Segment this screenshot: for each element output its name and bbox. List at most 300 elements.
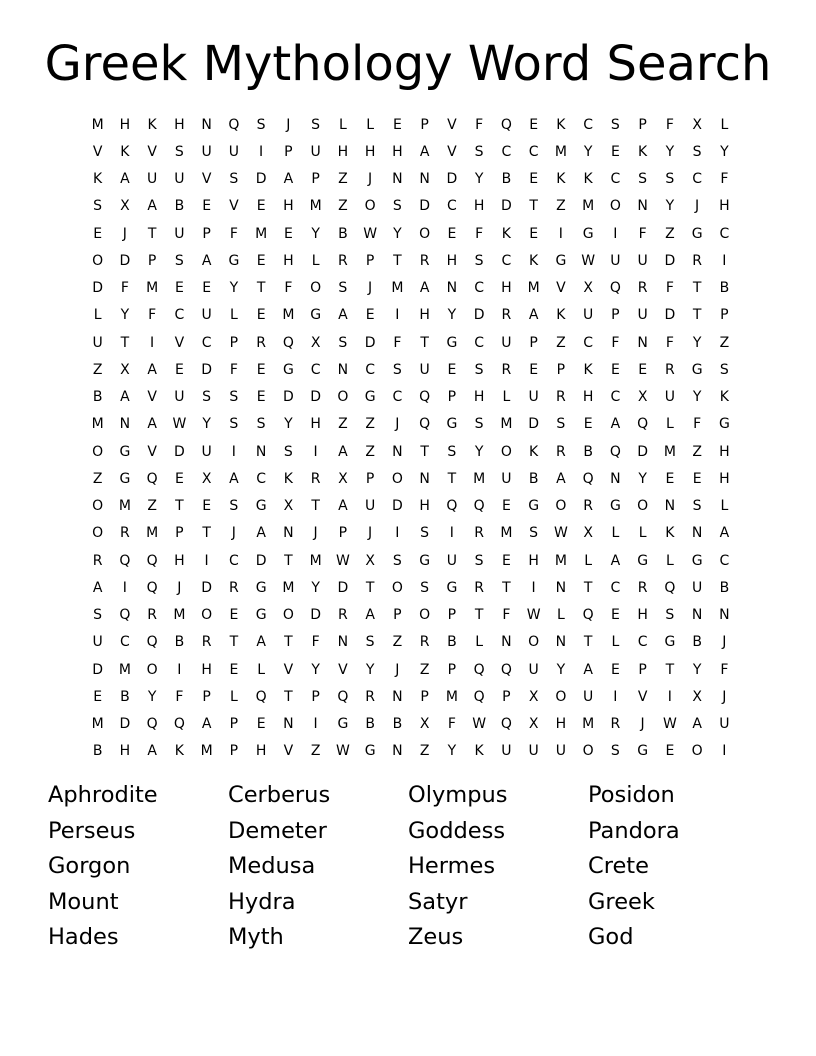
grid-letter: I: [531, 579, 536, 596]
grid-letter: I: [722, 743, 727, 760]
grid-letter: M: [554, 143, 567, 160]
grid-letter: M: [554, 552, 567, 569]
grid-letter: N: [664, 498, 676, 515]
grid-letter: Q: [146, 634, 158, 651]
grid-letter: V: [174, 334, 185, 351]
grid-letter: C: [637, 634, 648, 651]
grid-letter: P: [638, 116, 647, 133]
grid-letter: G: [255, 579, 267, 596]
grid-letter: Y: [474, 443, 484, 460]
grid-letter: M: [91, 416, 104, 433]
grid-letter: L: [366, 116, 375, 133]
grid-letter: L: [611, 525, 620, 542]
grid-letter: A: [365, 607, 375, 624]
grid-letter: U: [583, 688, 594, 705]
grid-letter: D: [364, 334, 376, 351]
grid-letter: V: [147, 443, 157, 460]
grid-letter: G: [282, 361, 294, 378]
grid-letter: R: [92, 552, 103, 569]
grid-letter: E: [638, 361, 648, 378]
grid-letter: H: [637, 607, 648, 624]
grid-letter: U: [419, 361, 430, 378]
grid-letter: D: [310, 389, 322, 406]
grid-letter: U: [528, 743, 539, 760]
grid-letter: D: [473, 307, 485, 324]
grid-letter: T: [665, 661, 675, 678]
grid-letter: N: [446, 280, 458, 297]
grid-letter: Y: [229, 280, 239, 297]
grid-letter: T: [284, 552, 293, 569]
grid-letter: O: [637, 498, 649, 515]
grid-letter: V: [556, 280, 566, 297]
grid-letter: M: [146, 525, 159, 542]
grid-letter: T: [393, 252, 402, 269]
grid-letter: W: [581, 252, 596, 269]
grid-letter: U: [719, 716, 730, 733]
grid-letter: O: [92, 525, 104, 542]
grid-letter: N: [501, 634, 512, 651]
grid-letter: X: [120, 361, 130, 378]
grid-letter: U: [501, 743, 512, 760]
grid-letter: L: [638, 525, 647, 542]
grid-letter: P: [284, 143, 293, 160]
grid-letter: W: [526, 607, 541, 624]
grid-letter: D: [255, 552, 267, 569]
grid-letter: P: [229, 743, 239, 760]
grid-letter: R: [256, 334, 266, 351]
grid-letter: S: [311, 116, 321, 133]
grid-letter: X: [528, 716, 539, 733]
grid-letter: P: [529, 334, 538, 351]
grid-letter: Y: [556, 661, 566, 678]
grid-letter: Q: [146, 579, 158, 596]
grid-letter: W: [363, 225, 378, 242]
grid-letter: M: [91, 716, 104, 733]
grid-letter: G: [337, 716, 349, 733]
grid-letter: Y: [393, 225, 402, 242]
word-list-item: Satyr: [408, 888, 468, 915]
grid-letter: Q: [473, 661, 485, 678]
grid-letter: Z: [392, 634, 403, 651]
grid-letter: B: [120, 688, 130, 705]
word-list-item: Greek: [588, 888, 655, 915]
grid-letter: B: [338, 225, 348, 242]
grid-letter: W: [553, 525, 568, 542]
grid-letter: D: [282, 389, 294, 406]
grid-letter: S: [692, 143, 702, 160]
grid-letter: E: [229, 661, 239, 678]
grid-letter: T: [202, 525, 211, 542]
grid-letter: Y: [474, 171, 484, 188]
grid-letter: I: [667, 688, 672, 705]
grid-letter: A: [528, 307, 539, 324]
grid-letter: M: [118, 498, 131, 515]
grid-letter: C: [610, 579, 621, 596]
word-list: [48, 778, 768, 956]
grid-letter: G: [637, 743, 649, 760]
grid-letter: U: [310, 143, 321, 160]
grid-letter: P: [447, 389, 457, 406]
grid-letter: D: [255, 171, 267, 188]
grid-letter: H: [310, 416, 321, 433]
grid-letter: U: [528, 661, 539, 678]
grid-letter: E: [174, 470, 184, 487]
grid-letter: Q: [637, 416, 649, 433]
grid-letter: B: [174, 198, 185, 215]
grid-letter: S: [338, 334, 348, 351]
grid-letter: E: [529, 171, 539, 188]
grid-letter: M: [146, 280, 159, 297]
grid-letter: C: [583, 334, 594, 351]
grid-letter: C: [501, 252, 512, 269]
grid-letter: E: [174, 280, 184, 297]
grid-letter: M: [255, 225, 268, 242]
word-list-item: Medusa: [228, 853, 316, 880]
grid-letter: T: [175, 498, 184, 515]
grid-letter: S: [365, 634, 375, 651]
grid-letter: F: [475, 116, 484, 133]
grid-letter: H: [392, 143, 403, 160]
grid-letter: G: [228, 252, 240, 269]
grid-letter: C: [610, 389, 621, 406]
grid-letter: E: [610, 361, 620, 378]
grid-letter: T: [502, 579, 511, 596]
grid-letter: I: [558, 225, 563, 242]
grid-letter: I: [177, 661, 182, 678]
grid-letter: F: [638, 225, 647, 242]
grid-letter: Q: [419, 416, 431, 433]
grid-letter: E: [610, 143, 620, 160]
grid-letter: M: [582, 716, 595, 733]
grid-letter: Y: [311, 579, 320, 596]
grid-letter: M: [173, 607, 186, 624]
grid-letter: O: [391, 470, 403, 487]
grid-letter: U: [528, 389, 539, 406]
grid-letter: P: [229, 716, 239, 733]
grid-letter: E: [665, 743, 675, 760]
grid-letter: Z: [338, 171, 348, 188]
grid-letter: B: [92, 389, 103, 406]
grid-letter: P: [338, 525, 348, 542]
grid-letter: R: [637, 280, 648, 297]
grid-letter: E: [447, 361, 457, 378]
grid-letter: A: [201, 252, 212, 269]
grid-letter: D: [310, 607, 322, 624]
grid-letter: J: [395, 661, 400, 678]
grid-letter: P: [311, 688, 320, 705]
grid-letter: M: [473, 470, 486, 487]
grid-letter: M: [282, 579, 295, 596]
grid-letter: G: [255, 498, 267, 515]
grid-letter: L: [475, 634, 484, 651]
grid-letter: G: [119, 470, 131, 487]
grid-letter: N: [691, 525, 703, 542]
grid-letter: H: [419, 498, 430, 515]
grid-letter: T: [229, 634, 239, 651]
grid-letter: K: [719, 389, 729, 406]
grid-letter: F: [665, 280, 674, 297]
grid-letter: A: [92, 579, 103, 596]
grid-letter: V: [283, 743, 294, 760]
grid-letter: Q: [419, 389, 431, 406]
grid-letter: Q: [119, 552, 131, 569]
grid-letter: H: [582, 389, 594, 406]
grid-letter: V: [338, 661, 348, 678]
grid-letter: U: [201, 307, 212, 324]
grid-letter: Y: [665, 198, 675, 215]
grid-letter: E: [529, 116, 539, 133]
grid-letter: P: [556, 361, 566, 378]
grid-letter: W: [662, 716, 677, 733]
grid-letter: Q: [500, 716, 512, 733]
word-list-item: Posidon: [588, 782, 675, 808]
grid-letter: B: [501, 171, 512, 188]
grid-letter: J: [368, 280, 373, 297]
grid-letter: P: [447, 607, 457, 624]
grid-letter: I: [313, 716, 318, 733]
grid-letter: V: [283, 661, 294, 678]
grid-letter: P: [365, 470, 375, 487]
grid-letter: U: [147, 171, 158, 188]
grid-letter: C: [474, 280, 485, 297]
grid-letter: F: [175, 688, 184, 705]
grid-letter: Y: [720, 143, 729, 160]
grid-letter: Z: [92, 470, 103, 487]
grid-letter: I: [204, 552, 209, 569]
grid-letter: P: [229, 334, 239, 351]
grid-letter: F: [720, 661, 729, 678]
grid-letter: J: [313, 525, 318, 542]
grid-letter: I: [613, 688, 618, 705]
grid-letter: L: [311, 252, 320, 269]
grid-letter: E: [256, 389, 266, 406]
grid-letter: Z: [692, 443, 702, 460]
grid-letter: S: [256, 416, 266, 433]
grid-letter: A: [583, 661, 593, 678]
grid-letter: Y: [692, 334, 702, 351]
grid-letter: K: [93, 171, 103, 188]
grid-letter: C: [528, 143, 539, 160]
grid-letter: S: [202, 389, 212, 406]
grid-letter: N: [392, 743, 403, 760]
grid-letter: C: [201, 334, 212, 351]
grid-letter: R: [501, 307, 512, 324]
grid-letter: R: [147, 607, 157, 624]
grid-letter: A: [256, 634, 266, 651]
grid-letter: H: [364, 143, 376, 160]
grid-letter: O: [582, 743, 594, 760]
grid-letter: G: [419, 552, 431, 569]
grid-letter: Z: [556, 334, 566, 351]
grid-letter: B: [528, 470, 539, 487]
grid-letter: E: [610, 661, 620, 678]
grid-letter: T: [120, 334, 130, 351]
grid-letter: L: [556, 607, 565, 624]
grid-letter: H: [174, 552, 185, 569]
grid-letter: D: [173, 443, 185, 460]
word-list-item: Crete: [588, 853, 649, 880]
grid-letter: S: [256, 116, 266, 133]
grid-letter: H: [174, 116, 185, 133]
grid-letter: L: [257, 661, 266, 678]
grid-letter: U: [501, 334, 512, 351]
grid-letter: M: [500, 416, 513, 433]
grid-letter: E: [256, 252, 266, 269]
grid-letter: W: [472, 716, 487, 733]
grid-letter: W: [335, 743, 350, 760]
grid-letter: N: [555, 579, 567, 596]
grid-letter: N: [255, 443, 267, 460]
grid-letter: D: [201, 579, 213, 596]
grid-letter: L: [338, 116, 347, 133]
grid-letter: S: [174, 143, 184, 160]
grid-letter: P: [420, 116, 429, 133]
grid-letter: F: [475, 225, 484, 242]
grid-letter: R: [501, 361, 512, 378]
grid-letter: N: [610, 470, 621, 487]
grid-letter: T: [420, 443, 429, 460]
grid-letter: Y: [447, 743, 457, 760]
grid-letter: Y: [311, 661, 320, 678]
grid-letter: N: [719, 607, 730, 624]
grid-letter: Z: [92, 361, 103, 378]
grid-letter: D: [528, 416, 540, 433]
grid-letter: Q: [228, 116, 240, 133]
grid-letter: S: [692, 498, 702, 515]
grid-letter: P: [175, 525, 184, 542]
grid-letter: Q: [473, 688, 485, 705]
grid-letter: I: [313, 443, 318, 460]
grid-letter: O: [92, 498, 104, 515]
grid-letter: J: [722, 634, 727, 651]
grid-letter: R: [692, 252, 702, 269]
grid-letter: A: [147, 198, 157, 215]
grid-letter: I: [150, 334, 155, 351]
grid-letter: S: [474, 416, 484, 433]
grid-letter: Y: [311, 225, 320, 242]
grid-letter: H: [446, 252, 458, 269]
grid-letter: F: [447, 716, 456, 733]
grid-letter: E: [610, 607, 620, 624]
grid-letter: K: [174, 743, 184, 760]
grid-letter: T: [365, 579, 375, 596]
grid-letter: V: [147, 389, 157, 406]
grid-letter: M: [309, 552, 322, 569]
grid-letter: D: [92, 661, 104, 678]
grid-letter: L: [665, 552, 674, 569]
grid-letter: O: [364, 198, 376, 215]
grid-letter: G: [446, 334, 458, 351]
grid-letter: U: [174, 389, 185, 406]
grid-letter: L: [229, 307, 238, 324]
grid-letter: E: [365, 307, 375, 324]
grid-letter: E: [283, 225, 293, 242]
grid-letter: B: [392, 716, 403, 733]
grid-letter: F: [693, 416, 702, 433]
grid-letter: A: [338, 443, 348, 460]
grid-letter: C: [228, 552, 239, 569]
grid-letter: Y: [365, 661, 375, 678]
grid-letter: V: [637, 688, 648, 705]
grid-letter: O: [691, 743, 703, 760]
grid-letter: R: [338, 252, 348, 269]
grid-letter: P: [393, 607, 402, 624]
grid-letter: D: [500, 198, 512, 215]
grid-letter: S: [420, 525, 430, 542]
grid-letter: M: [582, 198, 595, 215]
grid-letter: R: [583, 498, 593, 515]
grid-letter: P: [365, 252, 375, 269]
word-list-item: Goddess: [408, 817, 506, 844]
word-list-item: Hermes: [408, 853, 496, 880]
grid-letter: Q: [500, 661, 512, 678]
grid-letter: N: [691, 607, 703, 624]
grid-letter: R: [201, 634, 212, 651]
grid-letter: T: [420, 334, 429, 351]
grid-letter: S: [529, 525, 539, 542]
word-list-item: Myth: [228, 924, 284, 951]
grid-letter: N: [637, 334, 648, 351]
grid-letter: E: [501, 552, 511, 569]
grid-letter: S: [229, 416, 239, 433]
grid-letter: K: [665, 525, 675, 542]
grid-letter: U: [174, 225, 185, 242]
grid-letter: D: [337, 579, 349, 596]
grid-letter: U: [692, 579, 703, 596]
grid-letter: S: [665, 607, 675, 624]
grid-letter: U: [664, 389, 675, 406]
grid-letter: A: [338, 498, 348, 515]
grid-letter: L: [611, 634, 620, 651]
grid-letter: X: [283, 498, 294, 515]
grid-letter: L: [665, 416, 674, 433]
grid-letter: T: [692, 280, 702, 297]
grid-letter: Q: [582, 470, 594, 487]
grid-letter: G: [119, 443, 131, 460]
grid-letter: F: [611, 334, 620, 351]
grid-letter: S: [229, 171, 239, 188]
grid-letter: D: [446, 171, 458, 188]
grid-letter: C: [365, 361, 376, 378]
grid-letter: U: [555, 743, 566, 760]
grid-letter: Q: [255, 688, 267, 705]
grid-letter: S: [392, 361, 402, 378]
grid-letter: N: [392, 443, 403, 460]
grid-letter: R: [556, 389, 566, 406]
grid-letter: D: [201, 361, 213, 378]
grid-letter: F: [502, 607, 511, 624]
grid-letter: Y: [447, 307, 457, 324]
grid-letter: A: [419, 280, 430, 297]
grid-letter: G: [718, 416, 730, 433]
grid-letter: V: [92, 143, 103, 160]
word-list-item: Gorgon: [48, 853, 131, 880]
grid-letter: K: [501, 225, 511, 242]
grid-letter: X: [201, 470, 212, 487]
grid-letter: G: [364, 389, 376, 406]
grid-letter: H: [719, 443, 730, 460]
grid-letter: U: [365, 498, 376, 515]
grid-letter: V: [447, 143, 457, 160]
grid-letter: E: [392, 116, 402, 133]
grid-letter: H: [473, 198, 485, 215]
grid-letter: S: [229, 389, 239, 406]
grid-letter: G: [528, 498, 540, 515]
grid-letter: C: [719, 225, 730, 242]
grid-letter: P: [202, 688, 211, 705]
grid-letter: Q: [337, 688, 349, 705]
grid-letter: P: [420, 688, 429, 705]
